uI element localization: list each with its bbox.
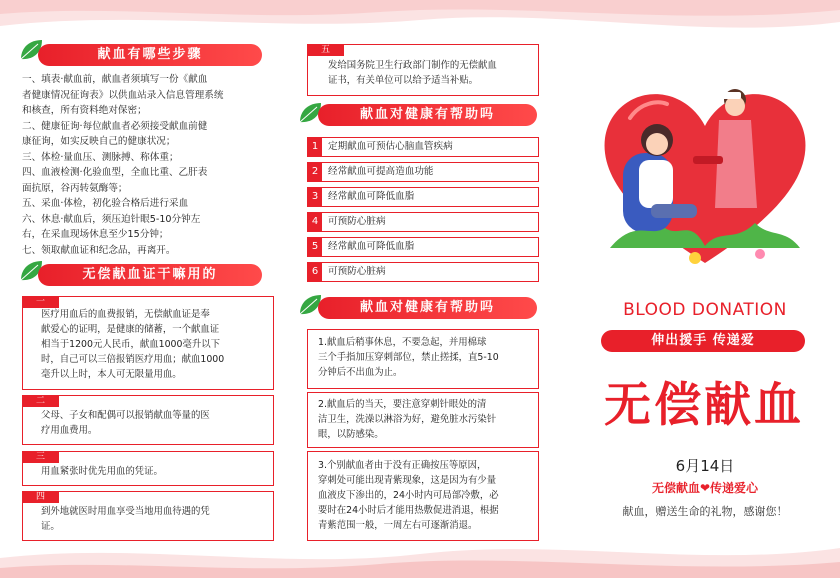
section-header-health-benefits: 献血对健康有帮助吗	[318, 104, 537, 126]
certificate-box-1	[22, 296, 274, 390]
tagline: 献血，赠送生命的礼物，感谢您！	[622, 505, 788, 518]
list-item	[307, 237, 539, 257]
blood-donation-illustration	[595, 78, 815, 278]
list-text: 可预防心脏病	[328, 266, 386, 277]
advice-card-3	[307, 451, 539, 541]
list-number: 1	[308, 138, 322, 156]
list-number: 5	[308, 238, 322, 256]
list-item	[307, 262, 539, 282]
list-number: 2	[308, 163, 322, 181]
box-tag: 四	[22, 491, 59, 503]
list-number: 6	[308, 263, 322, 281]
box-text: 父母、子女和配偶可以报销献血等量的医 疗用血费用。	[41, 410, 210, 436]
section-header-after-donation: 献血对健康有帮助吗	[318, 297, 537, 319]
certificate-box-4	[22, 491, 274, 541]
main-title: 无偿献血	[604, 378, 804, 433]
list-text: 经常献血可降低血脂	[328, 191, 415, 202]
box-text: 到外地就医时用血享受当地用血待遇的凭 证。	[41, 506, 210, 532]
box-tag: 三	[22, 451, 59, 463]
list-number: 3	[308, 188, 322, 206]
list-text: 定期献血可预估心脑血管疾病	[328, 141, 453, 152]
list-item	[307, 212, 539, 232]
advice-text: 2.献血后的当天，要注意穿刺针眼处的清 洁卫生，洗澡以淋浴为好，避免脏水污染针 眼，以防感染。	[318, 399, 497, 440]
subtitle: 无偿献血❤传递爱心	[651, 481, 759, 495]
advice-card-2	[307, 392, 539, 448]
section-header-steps: 献血有哪些步骤	[38, 44, 262, 66]
advice-card-1	[307, 329, 539, 389]
list-item	[307, 137, 539, 157]
advice-text: 3.个别献血者由于没有正确按压等原因， 穿刺处可能出现青紫现象，这是因为有少量 血液皮下渗出的，24小时内可局部冷敷，必 要时在24小时后才能用热敷促进消退，根据 青紫范围一般，一周左右可逐渐消退。	[318, 460, 499, 531]
slogan-banner: 伸出援手 传递爱	[601, 330, 805, 352]
certificate-box-3	[22, 451, 274, 486]
event-date: 6月14日	[675, 457, 735, 475]
list-item	[307, 162, 539, 182]
list-text: 可预防心脏病	[328, 216, 386, 227]
box-tag: 一	[22, 296, 59, 308]
list-text: 经常献血可降低血脂	[328, 241, 415, 252]
section-header-certificate: 无偿献血证干嘛用的	[38, 264, 262, 286]
box-text: 医疗用血后的血费报销，无偿献血证是奉 献爱心的证明，是健康的储蓄，一个献血证 相当于1200元人民币，献血1000毫升以下 时，自己可以三倍报销医疗用血；献血1000 毫升以上时，本人可无限量用血。	[41, 309, 225, 380]
certificate-box-5	[307, 44, 539, 96]
box-text: 发给国务院卫生行政部门制作的无偿献血 证书，有关单位可以给予适当补贴。	[328, 60, 497, 86]
box-text: 用血紧张时优先用血的凭证。	[41, 466, 163, 477]
certificate-box-2	[22, 395, 274, 445]
english-title: BLOOD DONATION	[623, 300, 787, 320]
advice-text: 1.献血后稍事休息，不要急起，并用棉球 三个手指加压穿刺部位，禁止搓揉，直5-10 分钟后不出血为止。	[318, 337, 499, 378]
donation-steps-text: 一、填表·献血前，献血者须填写一份《献血 者健康情况征询表》以供血站录入信息管理系统 和核查，所有资料绝对保密； 二、健康征询·每位献血者必须接受献血前健 康征询，如实反映自己的健康状况； 三、体检·量血压、测脉搏、称体重； 四、血液检测·化验血型，全血比重、乙肝表 面抗原，谷丙转氨酶等； 五、采血·体检，初化验合格后进行采血 六、休息·献血后，须压迫针眼5-10分钟左 右，在采血现场休息至少15分钟； 七、领取献血证和纪念品，再离开。	[22, 74, 224, 256]
box-tag: 二	[22, 395, 59, 407]
list-item	[307, 187, 539, 207]
box-tag: 五	[307, 44, 344, 56]
list-text: 经常献血可提高造血功能	[328, 166, 434, 177]
list-number: 4	[308, 213, 322, 231]
